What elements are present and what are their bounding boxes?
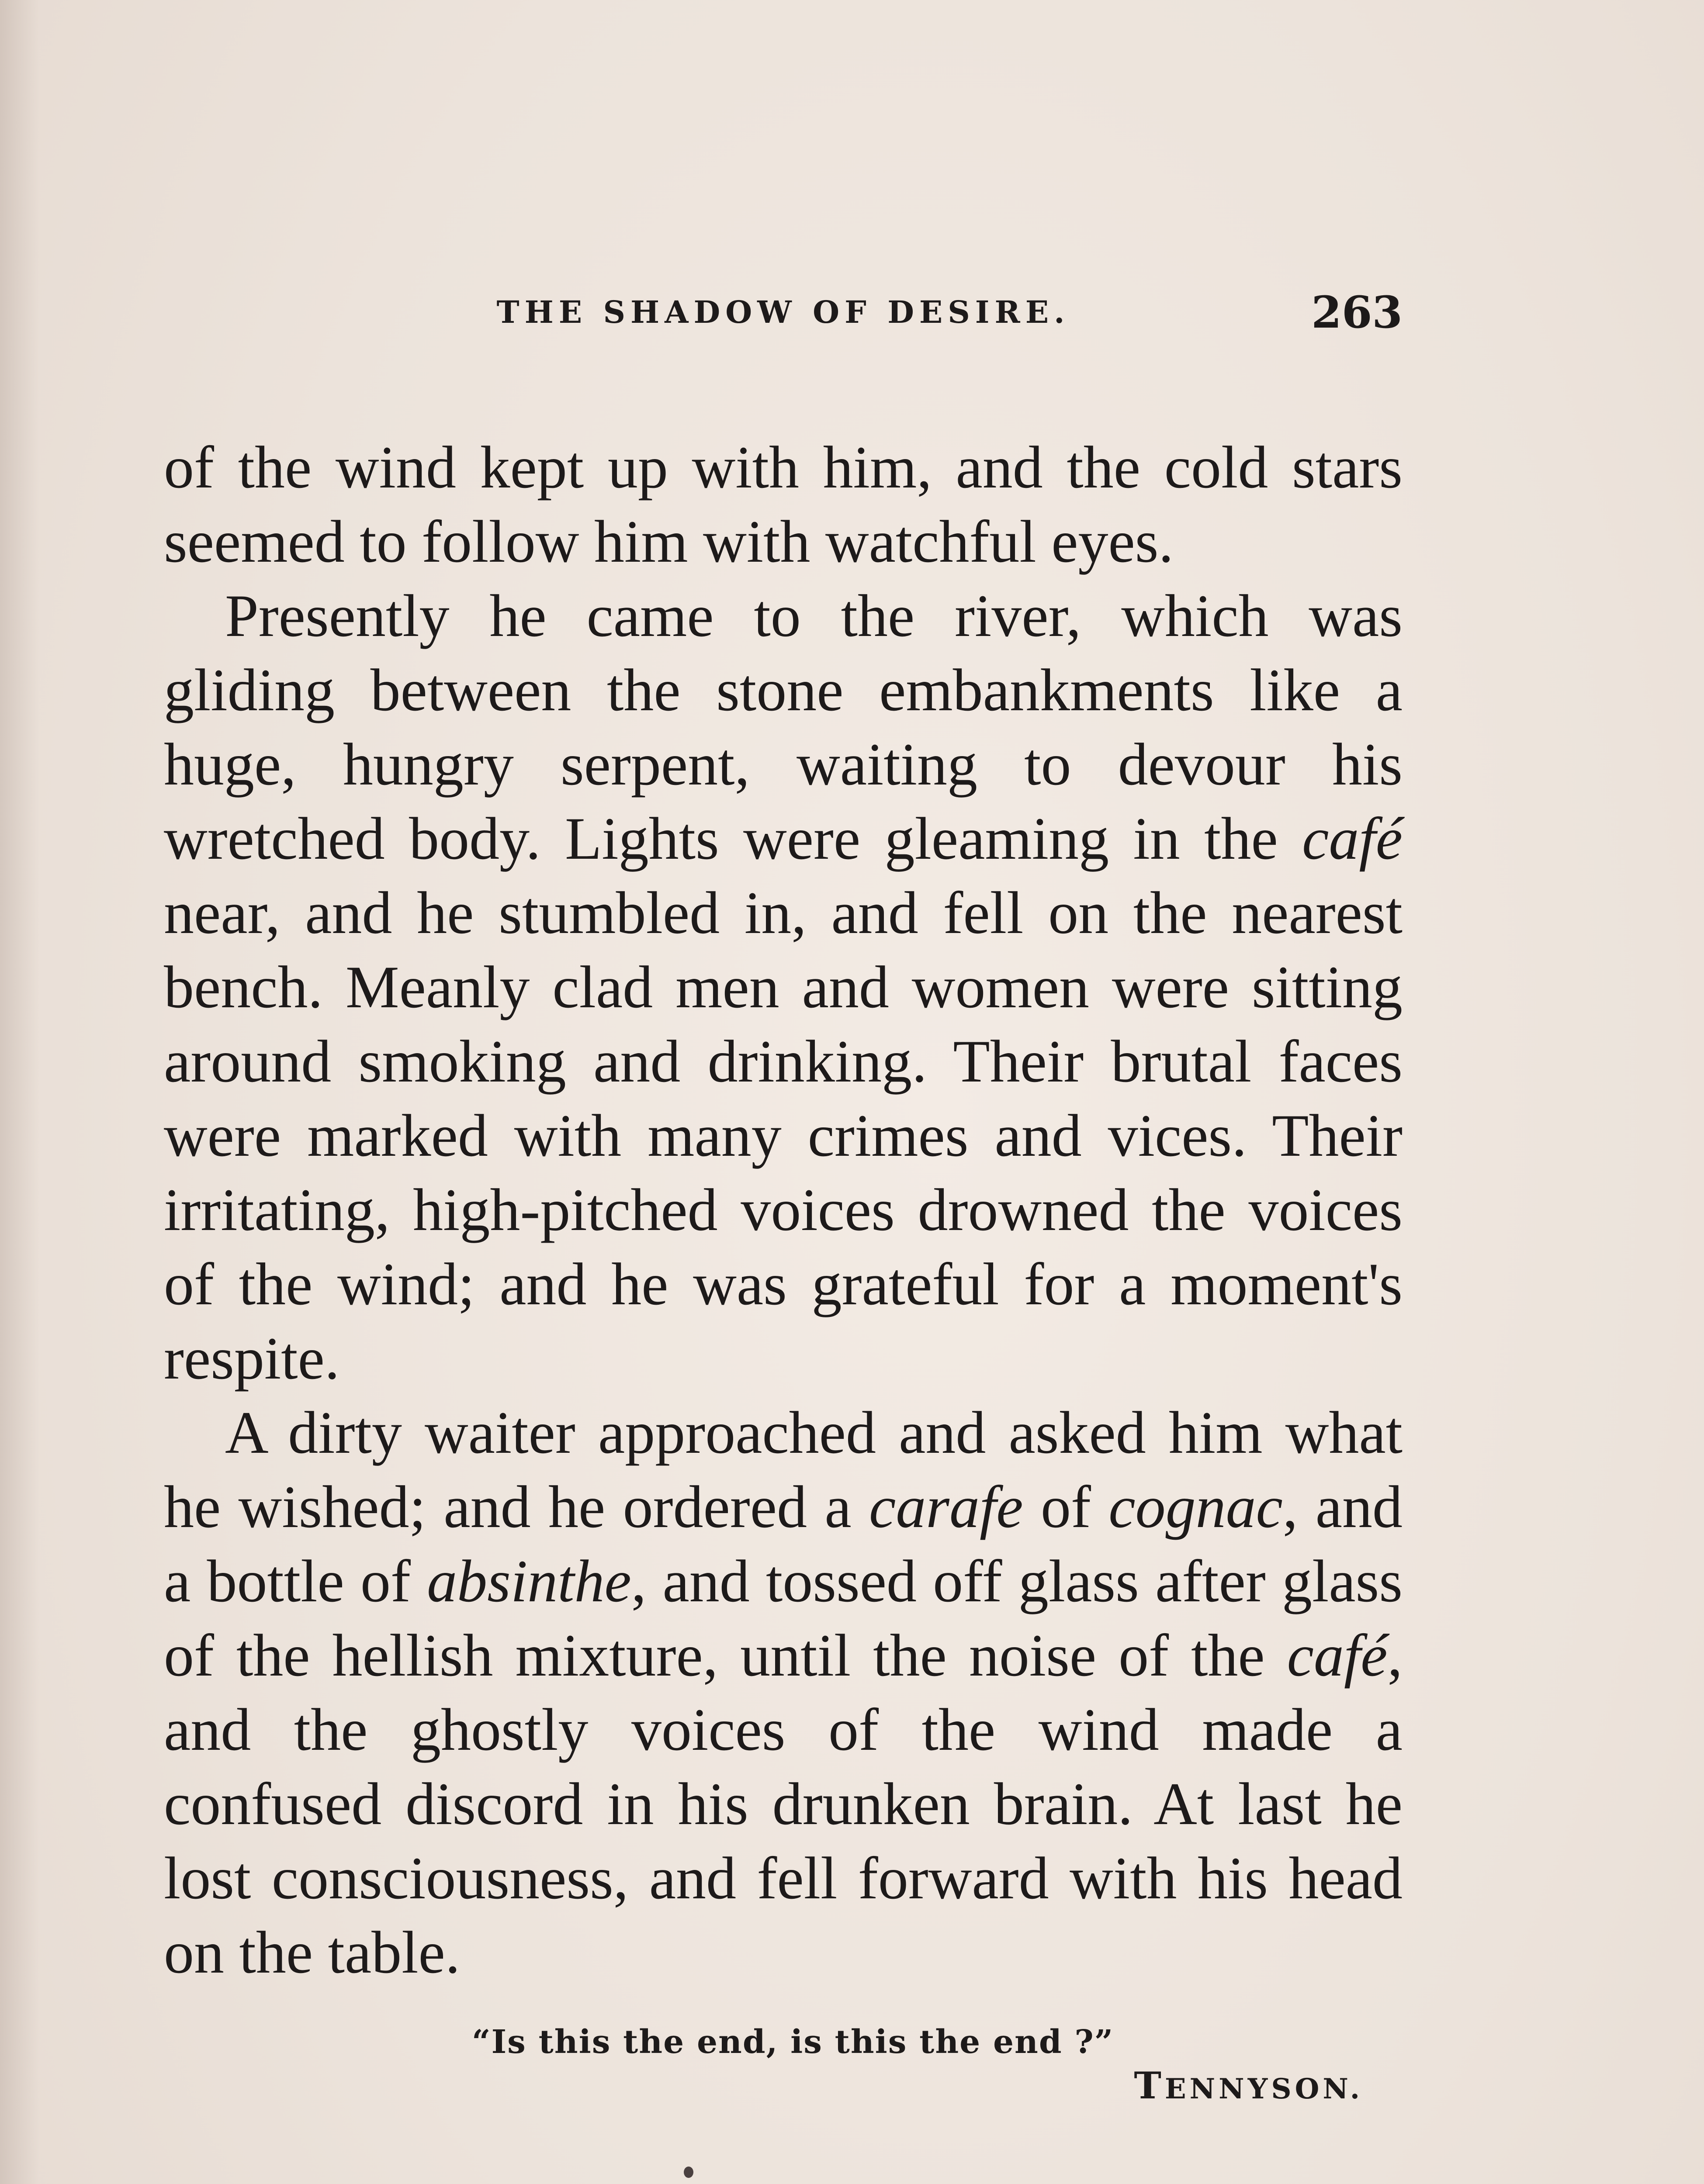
running-title: THE SHADOW OF DESIRE. xyxy=(496,294,1070,330)
epigraph-attribution: TENNYSON. xyxy=(1134,2064,1363,2107)
running-head xyxy=(164,288,1403,336)
italic-cafe: café xyxy=(1302,805,1403,872)
paragraph-3: A dirty waiter approached and asked him what he wished; and he ordered a carafe of cognac, and a bottle of absinthe, and tossed off glass after glass of the hellish mixture, until the noise of the café, and the ghostly voices of the wind made a confused discord in his drunken brain. At last he lost consciousness, and fell forward with his head on the table. xyxy=(164,1399,1403,1986)
body-text xyxy=(164,430,1403,1990)
italic-cognac: cognac xyxy=(1108,1473,1283,1540)
page-number: 263 xyxy=(1311,287,1403,338)
paragraph-2: Presently he came to the river, which was gliding between the stone embankments like a huge, hungry serpent, waiting to devour his wretched body. Lights were gleaming in the café near, and he stumbled in, and fell on the nearest bench. Meanly clad men and women were sitting around smoking and drinking. Their brutal faces were marked with many crimes and vices. Their irritating, high-pitched voices drowned the voices of the wind; and he was grateful for a moment's respite. xyxy=(164,582,1403,1392)
italic-absinthe: absinthe xyxy=(427,1548,631,1614)
ink-speck xyxy=(684,2167,693,2178)
italic-cafe-2: café xyxy=(1287,1622,1388,1689)
paragraph-1: of the wind kept up with him, and the cold stars seemed to follow him with watchful eyes. xyxy=(164,434,1403,575)
epigraph-quote: “Is this the end, is this the end ?” xyxy=(472,2023,1114,2061)
page-edge-shadow xyxy=(0,0,39,2184)
italic-carafe: carafe xyxy=(869,1473,1023,1540)
